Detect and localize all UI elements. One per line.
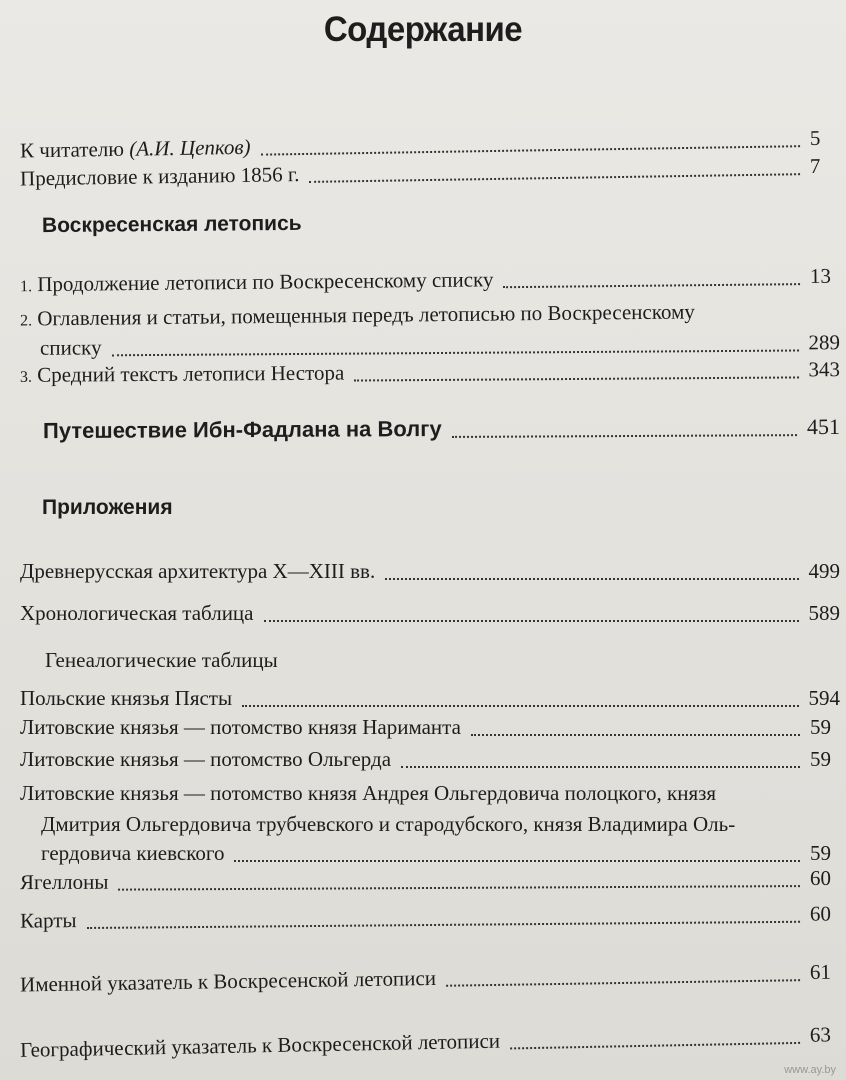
page-title: Содержание <box>323 8 523 49</box>
section-heading-ibn-fadlan: Путешествие Ибн-Фадлана на Волгу <box>42 415 442 444</box>
page-number: 289 <box>808 330 841 355</box>
entry-text: Именной указатель к Воскресенской летописи <box>19 965 437 997</box>
toc-entry-2-line1 <box>20 299 695 331</box>
entry-number: 1. <box>19 278 33 296</box>
entry-text: Древнерусская архитектура X—XIII вв. <box>20 559 376 583</box>
dot-leader <box>261 144 800 155</box>
page-number: 63 <box>809 1022 832 1047</box>
page-number: 13 <box>809 263 832 289</box>
toc-entry-andrei-line1: Литовские князья — потомство князя Андрея Ольгердовича полоцкого, князя <box>20 781 717 805</box>
entry-text: Продолжение летописи по Воскресенскому списку <box>37 267 494 297</box>
entry-text: списку <box>39 335 102 360</box>
dot-leader <box>471 733 800 736</box>
toc-entry-name-index <box>19 959 840 997</box>
toc-entry-3 <box>20 359 840 386</box>
page-number: 59 <box>810 747 831 771</box>
entry-text: Хронологическая таблица <box>20 601 254 625</box>
dot-leader <box>112 348 799 356</box>
dot-leader <box>234 859 800 862</box>
section-heading-appendices: Приложения <box>42 496 173 519</box>
entry-text: гердовича киевского <box>41 841 225 865</box>
page-number: 594 <box>808 686 840 710</box>
toc-entry-1 <box>19 263 840 297</box>
toc-entry-narimant <box>20 717 840 738</box>
toc-entry-preface <box>19 153 840 191</box>
toc-entry-geo-index <box>20 1024 840 1061</box>
watermark: www.ay.by <box>784 1064 836 1076</box>
dot-leader <box>354 375 798 381</box>
toc-entry-architecture <box>20 561 840 582</box>
page-number: 5 <box>809 125 821 151</box>
entry-text: Предисловие к изданию 1856 г. <box>19 162 300 191</box>
entry-text: Оглавления и статьи, помещенныя передъ летописью по Воскресенскому <box>37 299 695 331</box>
dot-leader <box>452 433 797 438</box>
toc-entry-chronology <box>20 603 840 624</box>
toc-entry-2 <box>40 332 840 359</box>
toc-entry-jagiellons <box>19 865 840 895</box>
page-number: 499 <box>808 559 840 583</box>
dot-leader <box>119 884 801 891</box>
toc-entry-maps <box>20 903 840 931</box>
dot-leader <box>264 619 799 622</box>
page-number: 7 <box>809 153 821 179</box>
page-number: 60 <box>809 865 832 891</box>
page-number: 61 <box>809 959 832 985</box>
entry-text: Литовские князья — потомство князя Нариманта <box>20 715 461 739</box>
toc-entry-piasts <box>20 688 840 709</box>
dot-leader <box>87 920 800 929</box>
entry-text: Ягеллоны <box>19 869 109 895</box>
section-heading-voskresenskaya: Воскресенская летопись <box>41 211 302 238</box>
entry-text: Литовские князья — потомство Ольгерда <box>20 747 392 771</box>
dot-leader <box>401 765 800 768</box>
entry-number: 3. <box>19 368 33 386</box>
page-number: 589 <box>808 601 840 625</box>
subheading-genealogy: Генеалогические таблицы <box>45 648 278 672</box>
page-number: 60 <box>809 901 832 926</box>
page-number: 451 <box>806 413 841 440</box>
entry-author: (А.И. Цепков) <box>129 134 251 161</box>
dot-leader <box>385 577 798 580</box>
toc-entry-to-reader <box>19 125 840 163</box>
dot-leader <box>310 172 801 183</box>
entry-text: Польские князья Пясты <box>20 686 233 710</box>
page-number: 343 <box>808 357 841 382</box>
toc-entry-andrei <box>41 843 840 864</box>
page-number: 59 <box>810 841 831 865</box>
entry-text: К читателю <box>19 136 130 163</box>
dot-leader <box>446 978 800 987</box>
dot-leader <box>242 704 798 707</box>
dot-leader <box>503 282 800 288</box>
dot-leader <box>510 1041 800 1050</box>
entry-text: Средний текстъ летописи Нестора <box>37 360 345 387</box>
entry-number: 2. <box>19 312 33 330</box>
entry-text: Карты <box>19 908 77 933</box>
toc-entry-ibn-fadlan <box>42 413 841 444</box>
entry-text: Географический указатель к Воскресенской летописи <box>19 1028 501 1062</box>
page-number: 59 <box>810 715 831 739</box>
toc-entry-andrei-line2: Дмитрия Ольгердовича трубчевского и стародубского, князя Владимира Оль- <box>41 812 736 836</box>
toc-entry-olgerd <box>20 749 840 770</box>
